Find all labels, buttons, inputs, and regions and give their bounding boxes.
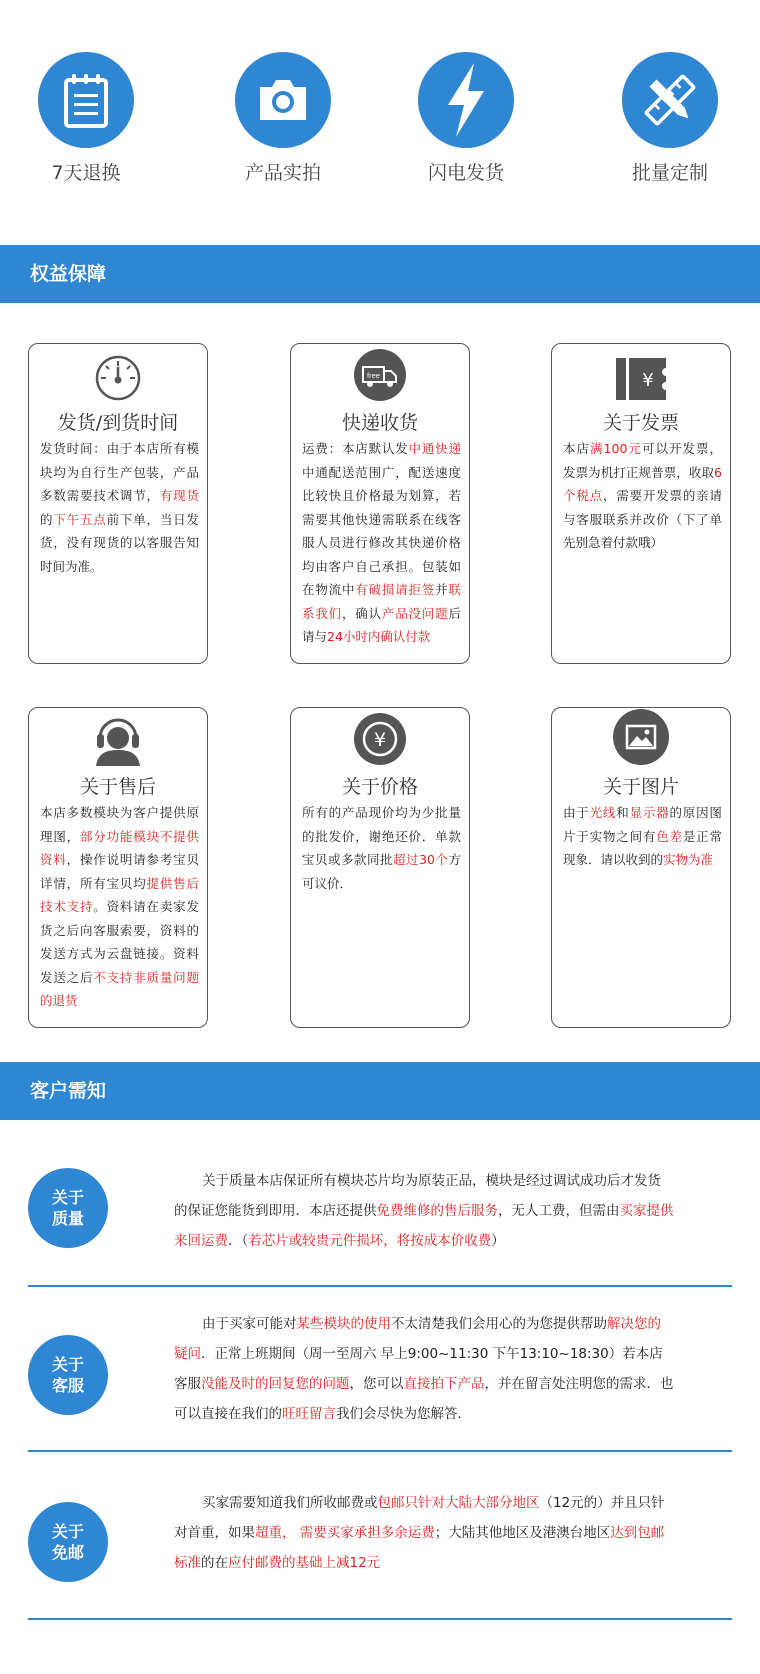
camera-icon xyxy=(235,52,331,148)
badge-service xyxy=(28,1335,108,1415)
body-text: 前下单，当日发货，没有现货的以客服告知时间为准。 xyxy=(40,511,199,574)
body-text: ） xyxy=(491,1233,505,1249)
card-title: 关于售后 xyxy=(79,776,156,798)
card-title: 发货/到货时间 xyxy=(57,412,179,434)
card-body xyxy=(552,799,730,872)
card-title: 关于图片 xyxy=(602,776,679,798)
notice-shipping-text xyxy=(174,1488,674,1578)
highlight-text: 直接拍下产品 xyxy=(403,1376,485,1392)
body-text: 方可议价． xyxy=(302,852,461,891)
highlight-text: 不支持非质量问题的退货 xyxy=(40,969,199,1008)
body-text: 后请与 xyxy=(302,605,461,644)
card-delivery xyxy=(28,343,208,664)
highlight-text: 实物为准 xyxy=(663,852,714,867)
card-invoice xyxy=(551,343,731,664)
badge-line: 关于 xyxy=(51,1522,84,1541)
badge-shipping xyxy=(28,1502,108,1582)
body-text: 由于 xyxy=(563,805,590,820)
body-text: ；大陆其他地区及港澳台地区 xyxy=(434,1525,611,1541)
card-title: 关于价格 xyxy=(341,776,418,798)
highlight-text: 旺旺留言 xyxy=(282,1406,336,1422)
body-text: 本店多数模块为客户提供原理图， xyxy=(40,805,199,844)
highlight-text: 24小时内确认付款 xyxy=(327,629,431,644)
card-body xyxy=(29,799,207,1013)
body-text: ，确认 xyxy=(341,605,382,621)
feature-label: 产品实拍 xyxy=(244,162,321,184)
body-text: ，需要开发票的亲请与客服联系并改价（下了单先别急着付款哦） xyxy=(563,488,722,550)
badge-line: 质量 xyxy=(51,1209,84,1228)
card-body xyxy=(552,435,730,555)
card-body xyxy=(29,435,207,578)
divider xyxy=(28,1618,732,1620)
feature-row xyxy=(0,52,760,182)
body-text: 的 xyxy=(40,511,54,527)
highlight-text: 有现货 xyxy=(159,488,199,503)
highlight-text: 光线 xyxy=(589,805,617,820)
body-text: 本店 xyxy=(563,441,591,456)
lightning-icon xyxy=(418,52,514,148)
card-price xyxy=(290,707,470,1028)
body-text: （12元的）并且只针对首重，如果 xyxy=(174,1495,665,1541)
highlight-text: 免费维修的售后服务 xyxy=(376,1203,498,1219)
highlight-text: 超重， 需要买家承担多余运费 xyxy=(255,1525,435,1541)
feature-label: 批量定制 xyxy=(631,162,708,184)
feature-fast-ship xyxy=(396,52,536,185)
highlight-text: 提供售后技术支持 xyxy=(40,875,199,914)
body-text: 所有的产品现价均为少批量的批发价，谢绝还价．单款宝贝或多款同批 xyxy=(302,805,461,867)
body-text: 发货时间：由于本店所有模块均为自行生产包装，产品多数需要技术调节， xyxy=(40,441,199,503)
highlight-text: 产品没问题 xyxy=(381,605,449,621)
highlight-text: 应付邮费的基础上减12元 xyxy=(228,1555,381,1571)
highlight-text: 满100元 xyxy=(590,441,642,456)
notice-quality-text xyxy=(174,1166,674,1256)
body-text: ，并在留言处注明您的需求．也可以直接在我们的 xyxy=(174,1376,674,1422)
highlight-text: 没能及时的回复您的问题 xyxy=(201,1376,350,1392)
feature-custom xyxy=(600,52,740,185)
highlight-text: 若芯片或较贵元件损坏，将按成本价收费 xyxy=(248,1233,492,1249)
section-bar-rights: 权益保障 xyxy=(0,245,760,303)
picture-icon xyxy=(552,708,730,766)
body-text: 买家需要知道我们所收邮费或 xyxy=(202,1495,378,1511)
body-text: ，您可以 xyxy=(349,1376,404,1392)
body-text: ．（ xyxy=(228,1233,249,1249)
body-text: 运费：本店默认发 xyxy=(302,441,409,456)
pencil-ruler-icon xyxy=(622,52,718,148)
feature-label: 7天退换 xyxy=(51,162,121,184)
card-title: 关于发票 xyxy=(602,412,679,434)
headset-agent-icon xyxy=(29,708,207,766)
body-text: 由于买家可能对 xyxy=(202,1316,297,1332)
body-text: 是正常现象．请以收到的 xyxy=(563,828,722,867)
svg-text:¥: ¥ xyxy=(373,729,387,751)
body-text: ．正常上班期间（周一至周六 早上9:00~11:30 下午13:10~18:30）若本店客服 xyxy=(174,1346,663,1392)
body-text: 我们会尽快为您解答． xyxy=(336,1406,471,1422)
body-text: 关于质量本店保证所有模块芯片均为原装正品，模块是经过调试成功后才发货的保证您能货到即用．本店还提供 xyxy=(174,1173,661,1219)
body-text: ，无人工费，但需由 xyxy=(498,1203,620,1219)
svg-text:¥: ¥ xyxy=(642,370,654,391)
yen-ticket-icon xyxy=(552,344,730,402)
yen-coin-icon xyxy=(291,708,469,766)
badge-line: 关于 xyxy=(51,1188,84,1207)
badge-line: 关于 xyxy=(51,1355,84,1374)
body-text: 的原因图片于实物之间有 xyxy=(563,805,722,844)
body-text: 中通配送范围广，配送速度比较快且价格最为划算，若需要其他快递需联系在线客服人员进行修改其快递价格均由客户自己承担。包装如在物流中 xyxy=(302,464,461,597)
body-text: 可以开发票，发票为机打正规普票，收取 xyxy=(563,441,722,480)
highlight-text: 某些模块的使用 xyxy=(296,1316,391,1332)
svg-text:free: free xyxy=(367,371,380,380)
section-bar-notice: 客户需知 xyxy=(0,1062,760,1120)
highlight-text: 买家提供来回运费 xyxy=(174,1203,674,1249)
body-text: 的在 xyxy=(201,1555,228,1571)
highlight-text: 达到包邮标准 xyxy=(174,1525,665,1571)
body-text: 不太清楚我们会用心的为您提供帮助 xyxy=(391,1316,607,1332)
highlight-text: 超过30个 xyxy=(393,852,449,867)
highlight-text: 色差 xyxy=(656,828,683,844)
clock-icon xyxy=(29,344,207,402)
notice-service-text xyxy=(174,1309,674,1429)
divider xyxy=(28,1450,732,1452)
card-express xyxy=(290,343,470,664)
highlight-text: 联系我们 xyxy=(302,582,461,621)
badge-quality xyxy=(28,1168,108,1248)
feature-real-photo xyxy=(213,52,353,185)
body-text: ，操作说明请参考宝贝详情，所有宝贝均 xyxy=(40,852,199,891)
divider xyxy=(28,1285,732,1287)
body-text: 。资料请在卖家发货之后向客服索要，资料的发送方式为云盘链接。资料发送之后 xyxy=(40,899,199,985)
highlight-text: 下午五点 xyxy=(53,511,107,527)
highlight-text: 解决您的疑问 xyxy=(174,1316,661,1362)
free-delivery-truck-icon xyxy=(291,344,469,402)
card-title: 快递收货 xyxy=(341,412,418,434)
badge-line: 免邮 xyxy=(51,1543,84,1562)
highlight-text: 部分功能模块不提供资料 xyxy=(40,828,199,867)
card-body xyxy=(291,435,469,649)
highlight-text: 6个税点 xyxy=(563,464,722,503)
body-text: 并 xyxy=(435,582,449,597)
highlight-text: 包邮只针对大陆大部分地区 xyxy=(377,1495,540,1511)
feature-label: 闪电发货 xyxy=(427,162,504,184)
card-body xyxy=(291,799,469,895)
body-text: 和 xyxy=(616,805,630,820)
badge-line: 客服 xyxy=(51,1376,84,1395)
highlight-text: 中通快递 xyxy=(408,441,461,456)
notepad-icon xyxy=(38,52,134,148)
card-aftersale xyxy=(28,707,208,1028)
highlight-text: 显示器 xyxy=(629,805,670,820)
highlight-text: 有破损请拒签 xyxy=(355,582,436,597)
feature-return xyxy=(16,52,156,185)
card-picture xyxy=(551,707,731,1028)
